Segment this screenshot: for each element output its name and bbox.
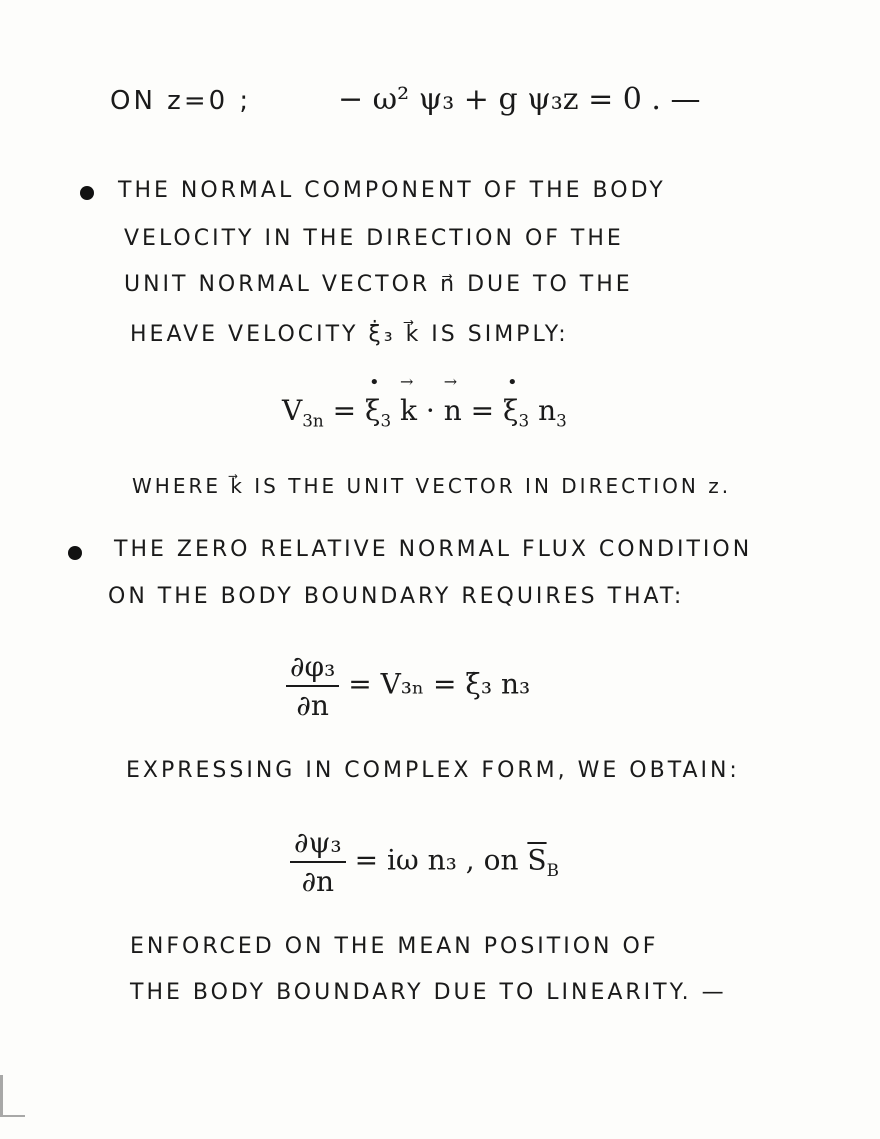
eq3-fraction-bar xyxy=(290,861,346,863)
bullet2-line1: THE ZERO RELATIVE NORMAL FLUX CONDITION xyxy=(114,537,753,562)
eq1-xi2-sub: 3 xyxy=(518,410,530,431)
eq3-surface-sub: B xyxy=(546,860,559,881)
eq1-equals: = xyxy=(332,394,357,427)
bullet2-line2: ON THE BODY BOUNDARY REQUIRES THAT: xyxy=(108,584,685,609)
eq1-n3: n xyxy=(538,394,557,427)
eq3-surface: $\overline{S}$ xyxy=(527,843,547,877)
eq1-equals-2: = xyxy=(470,394,495,427)
bullet1-line1: THE NORMAL COMPONENT OF THE BODY xyxy=(118,178,666,203)
closing-line1: ENFORCED ON THE MEAN POSITION OF xyxy=(130,934,659,959)
bullet-point-1 xyxy=(80,186,94,200)
where-line: WHERE k⃗ IS THE UNIT VECTOR IN DIRECTION z. xyxy=(132,474,732,498)
eq1-lhs-sub: 3n xyxy=(302,410,324,431)
eq2-denominator: ∂n xyxy=(296,689,329,722)
eq1-k-vector: → k xyxy=(400,394,417,427)
eq2-numerator: ∂φ₃ xyxy=(290,650,336,683)
eq2-fraction-bar xyxy=(286,685,339,687)
eq1-xi-2: • ξ xyxy=(503,394,518,427)
flux-condition-equation xyxy=(286,650,530,722)
eq1-xi-sub: 3 xyxy=(380,410,392,431)
closing-line2: THE BODY BOUNDARY DUE TO LINEARITY. — xyxy=(130,980,727,1005)
complex-form-line: EXPRESSING IN COMPLEX FORM, WE OBTAIN: xyxy=(126,758,740,783)
eq3-fraction xyxy=(290,826,346,898)
boundary-condition-label: ON z=0 ; xyxy=(110,86,252,116)
eq2-rest: = V₃ₙ = ξ̇₃ n₃ xyxy=(348,667,531,701)
eq1-xi: • ξ xyxy=(365,394,380,427)
eq1-dot-product: · xyxy=(425,394,435,427)
normal-velocity-equation xyxy=(282,394,567,431)
scan-edge-mark xyxy=(0,1075,25,1117)
bullet1-line2: VELOCITY IN THE DIRECTION OF THE xyxy=(124,226,624,251)
eq1-n-vector: → n xyxy=(444,394,462,427)
eq2-fraction xyxy=(286,650,339,722)
eq1-n3-sub: 3 xyxy=(556,410,567,431)
free-surface-equation: − ω² ψ₃ + g ψ₃z = 0 . — xyxy=(338,82,701,117)
eq3-numerator: ∂ψ₃ xyxy=(294,826,342,859)
complex-boundary-equation xyxy=(290,826,559,898)
bullet-point-2 xyxy=(68,546,82,560)
eq1-lhs: V xyxy=(282,394,303,427)
eq3-denominator: ∂n xyxy=(301,865,335,898)
bullet1-line4: HEAVE VELOCITY ξ̇₃ k⃗ IS SIMPLY: xyxy=(130,322,569,347)
bullet1-line3: UNIT NORMAL VECTOR n⃗ DUE TO THE xyxy=(124,272,633,297)
eq3-rest: = iω n₃ , on xyxy=(354,843,528,877)
